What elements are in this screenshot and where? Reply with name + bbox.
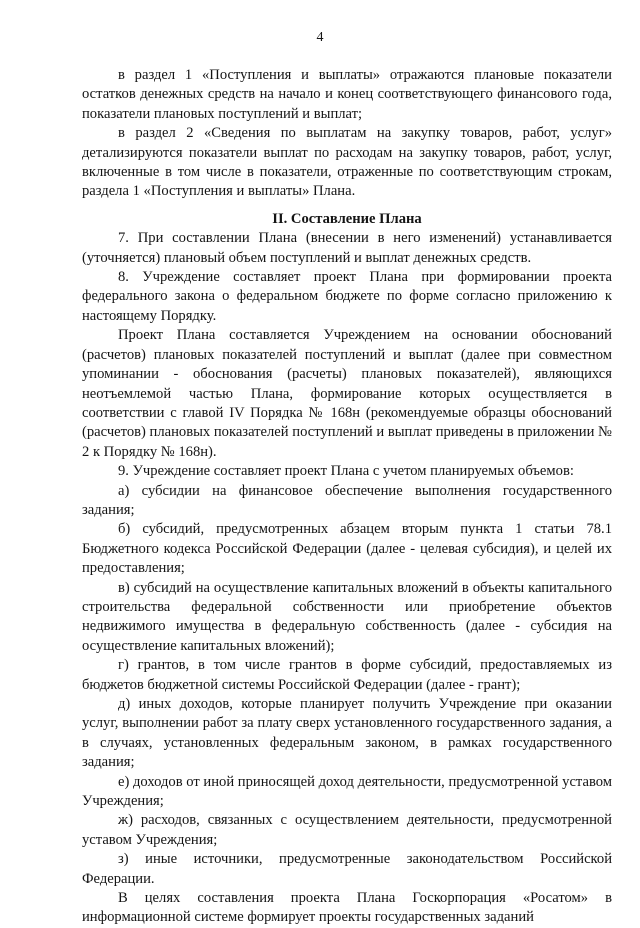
paragraph-section-1: в раздел 1 «Поступления и выплаты» отражаются плановые показатели остатков денежных средств на начало и конец соответствующего финансового года, показатели плановых поступлений и выплат; (82, 67, 612, 122)
list-item-d: д) иных доходов, которые планирует получить Учреждение при оказании услуг, выполнении работ за плату сверх установленного государственного задания, а в случаях, установленных федеральным законом, в рамках государственного задания; (82, 696, 612, 771)
list-item-z: з) иные источники, предусмотренные законодательством Российской Федерации. (82, 851, 612, 887)
paragraph-draft-plan: Проект Плана составляется Учреждением на основании обоснований (расчетов) плановых показателей поступлений и выплат (далее при совместном упоминании - обоснования (расчеты) плановых показателей), являющихся неотъемлемой частью Плана, формирование которых осуществляется в соответствии с главой IV Порядка № 168н (рекомендуемые образцы обоснований (расчетов) плановых показателей поступлений и выплат приведены в приложении № 2 к Порядку № 168н). (82, 327, 612, 460)
document-body (82, 66, 612, 928)
list-item-v: в) субсидий на осуществление капитальных вложений в объекты капитального строительства федеральной собственности или приобретение объектов недвижимого имущества в федеральную собственность (далее - субсидия на осуществление капитальных вложений); (82, 579, 612, 654)
paragraph-item-9: 9. Учреждение составляет проект Плана с учетом планируемых объемов: (118, 463, 574, 480)
list-item-a: а) субсидии на финансовое обеспечение выполнения государственного задания; (82, 482, 612, 518)
paragraph-section-2: в раздел 2 «Сведения по выплатам на закупку товаров, работ, услуг» детализируются показатели выплат по расходам на закупку товаров, работ, услуг, включенные в том числе в показатели, отраженные по соответствующим строкам, раздела 1 «Поступления и выплаты» Плана. (82, 125, 612, 200)
list-item-e: е) доходов от иной приносящей доход деятельности, предусмотренной уставом Учреждения; (82, 773, 612, 810)
paragraph-item-7: 7. При составлении Плана (внесении в него изменений) устанавливается (уточняется) плановый объем поступлений и выплат денежных средств. (82, 230, 612, 266)
page-number: 4 (316, 30, 324, 45)
list-item-b: б) субсидий, предусмотренных абзацем вторым пункта 1 статьи 78.1 Бюджетного кодекса Российской Федерации (далее - целевая субсидия), и целей их предоставления; (82, 521, 612, 577)
paragraph-item-8: 8. Учреждение составляет проект Плана при формировании проекта федерального закона о федеральном бюджете по форме согласно приложению к настоящему Порядку. (82, 269, 612, 324)
list-item-g: г) грантов, в том числе грантов в форме субсидий, предоставляемых из бюджетов бюджетной системы Российской Федерации (далее - грант); (82, 657, 612, 693)
section-heading: II. Составление Плана (272, 210, 422, 227)
list-item-zh: ж) расходов, связанных с осуществлением деятельности, предусмотренной уставом Учреждения; (82, 812, 612, 848)
paragraph-rosatom: В целях составления проекта Плана Госкорпорация «Росатом» в информационной системе формирует проекты государственных заданий (82, 890, 612, 926)
